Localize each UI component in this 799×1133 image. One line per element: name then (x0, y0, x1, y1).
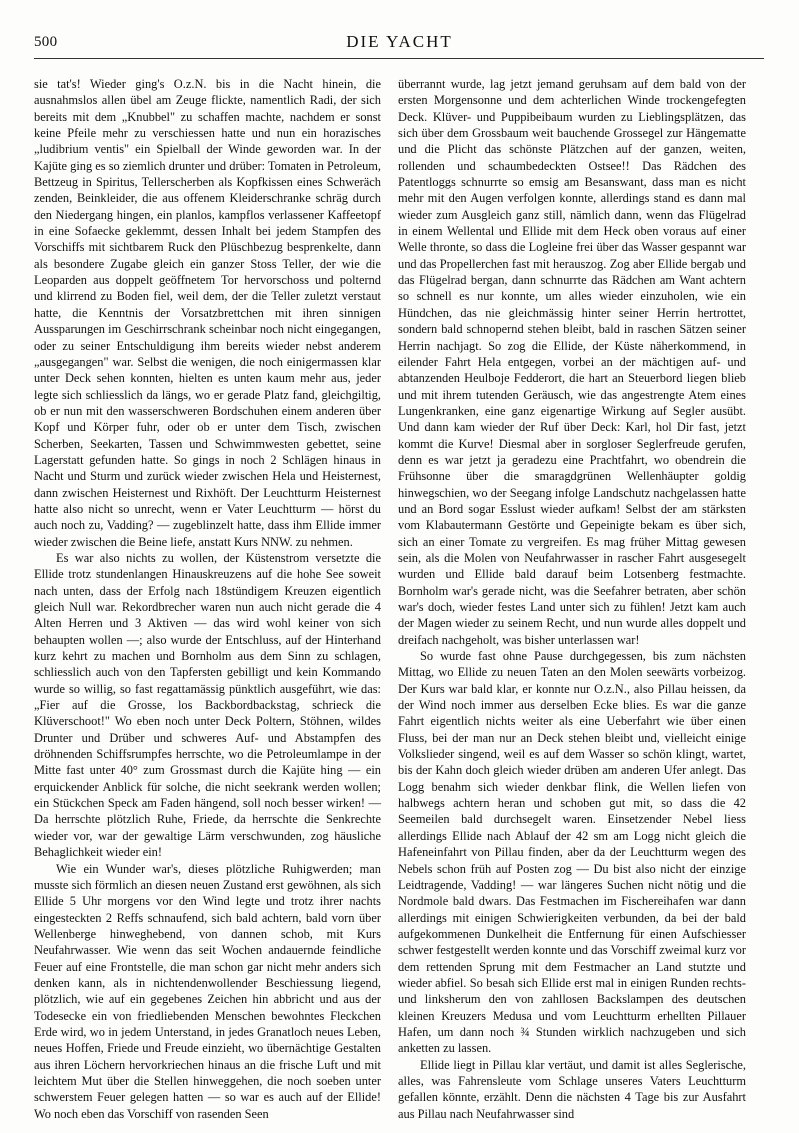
paragraph: Es war also nichts zu wollen, der Küstenstrom versetzte die Ellide trotz stundenlangen Hinauskreuzens auf die hohe See soweit nach unten, dass der Erfolg nach 18stündigem Kreuzen eigentlich gleich Null war. Rekordbrecher waren nun auch nicht gerade die 4 Alten Herren und 3 Aktiven — das wird wohl keiner von sich behaupten wollen —; also wurde der Entschluss, auf der Hinterhand kurz kehrt zu machen und Bornholm aus dem Sinn zu schlagen, schliesslich auch von den Tapfersten gebilligt und kein Kommando wurde so willig, so fast regattamässig pünktlich ausgeführt, wie das: „Fier auf die Grosse, los Backbordbackstag, schrieck die Klüverschoot!" Wo eben noch unter Deck Poltern, Stöhnen, wildes Drunter und Drüber und schweres Auf- und Abstampfen des dröhnenden Schiffsrumpfes herrschte, wo die Petroleumlampe in der Mitte fast unter 40° zum Grossmast durch die Kajüte hing — ein erquickender Anblick für solche, die nicht seekrank werden wollen; ein Stückchen Speck am Faden hängend, soll noch besser wirken! — Da herrschte plötzlich Ruhe, Friede, da herrschte die Senkrechte wieder vor, war der gewaltige Lärm verschwunden, zog häusliche Behaglichkeit wieder ein! (34, 550, 381, 860)
left-column (34, 76, 381, 1122)
header-divider (34, 58, 764, 59)
page-number: 500 (34, 34, 58, 50)
journal-title: DIE YACHT (346, 32, 453, 51)
paragraph: Wie ein Wunder war's, dieses plötzliche Ruhigwerden; man musste sich förmlich an diesen neuen Zustand erst gewöhnen, als sich Ellide 5 Uhr morgens vor den Wind legte und trotz ihrer nachts eingesteckten 2 Reffs schnaufend, sich bald achtern, bald vorn über Wellenberge hinweghebend, von dannen schob, mit Kurs Neufahrwasser. Wie wenn das seit Wochen andauernde feindliche Feuer auf eine Frontstelle, die man schon gar nicht mehr anders sich denken kann, als in nichtendenwollender Beschiessung liegend, plötzlich, wie auf ein gegebenes Zeichen hin abbricht und aus der Todesecke ein von friedliebenden Menschen bewohntes Fleckchen Erde wird, wo in jedem Unterstand, in jedes Granatloch neues Leben, neues Hoffen, Friede und Freude einzieht, wo übernächtige Gestalten aus ihren Löchern hervorkriechen hinaus an die frische Luft und mit leichtem Mut über die Stellen hinweggehen, die noch soeben unter schwerstem Feuer gelegen hatten — so war es auch auf der Ellide! Wo noch eben das Vorschiff von rasenden Seen (34, 861, 381, 1121)
paragraph: Ellide liegt in Pillau klar vertäut, und damit ist alles Seglerische, alles, was Fahrensleute vom Schlage unseres Vaters Leuchtturm gefallen könnte, erzählt. Denn die nächsten 4 Tage bis zur Ausfahrt aus Pillau nach Neufahrwasser sind (398, 1057, 746, 1121)
paragraph: überrannt wurde, lag jetzt jemand geruhsam auf dem bald von der ersten Morgensonne und dem achterlichen Winde trockengefegten Deck. Klüver- und Puppibeibaum wurden zu Lieblingsplätzen, das sich über dem Grossbaum weit bauchende Grossegel zur Hängematte und die Plicht das schönste Plätzchen auf der ganzen, weiten, rollenden und schaumbedeckten Ostsee!! Das Rädchen des Patentloggs schnurrte so emsig am Besanswant, dass man es nicht mehr mit den Augen verfolgen konnte, allerdings stand es dann mal wieder zum Ausgleich ganz still, nämlich dann, wenn das Flügelrad in einem Wellental und Ellide mit dem Heck oben voraus auf einer Welle thronte, so dass die Logleine frei über das Wasser gespannt war und das Propellerchen fast mit herauszog. Zog aber Ellide bergab und das Flügelrad bergan, dann schnurrte das Rädchen am Want achtern so schnell es nur konnte, um alles wieder einzuholen, wie ein Hündchen, das nie gleichmässig hinter seiner Herrin hertrottet, sondern bald schnopernd stehen bleibt, bald in raschen Sätzen seiner Herrin nachjagt. So zog die Ellide, der Küste näherkommend, in eilender Fahrt Hela entgegen, vorbei an der mächtigen auf- und abtanzenden Heulboje Fedderort, die hart an Steuerbord liegen blieb und mit ihrem tutenden Geräusch, wie das angestrengte Atem eines Lungenkranken, eine ganz eigenartige Wirkung auf Segler ausübt. Und dann kam wieder der Ruf über Deck: Karl, hol Dir fast, jetzt kommt die Kurve! Diesmal aber in sorgloser Seglerfreude gerufen, denn es war jetzt ja geradezu eine Prachtfahrt, wo obendrein die Frühsonne über die smaragdgrünen Wellenhäupter goldig hinwegschien, wo der Seegang infolge Landschutz nachgelassen hatte und an Bord sogar Esslust wieder aufkam! Selbst der am stärksten vom Klabautermann Gestörte und Gepeinigte bekam es über sich, sich an einer Tomate zu vergreifen. Es mag früher Mittag gewesen sein, als die Molen von Neufahrwasser in rascher Fahrt ausgesegelt wurden und Ellide bald darauf beim Lotsenberg festmachte. Bornholm war's gerade nicht, was die Seefahrer betraten, aber schön war's doch, wieder festes Land unter sich zu fühlen! Jetzt kam auch der Magen wieder zu seinem Recht, und nun wurde alles doppelt und dreifach nachgeholt, was bisher unterlassen war! (398, 77, 746, 647)
right-column (398, 76, 746, 1122)
paragraph: So wurde fast ohne Pause durchgegessen, bis zum nächsten Mittag, wo Ellide zu neuen Taten an den Molen seewärts vorbeizog. Der Kurs war bald klar, er konnte nur O.z.N., also Pillau heissen, da der Wind noch immer aus derselben Ecke blies. Es war die ganze Fahrt eigentlich nichts weiter als eine Ueberfahrt wie über einen Fluss, bei der man nur an Deck stehen bleibt und, vielleicht einige Volkslieder singend, weil es auf dem Wasser so schön klingt, wartet, bis der Kahn doch gleich wieder drüben am anderen Ufer anlegt. Das Logg benahm sich wieder denkbar flink, die Wellen liefen von halbwegs achtern heran und schoben gut mit, so dass die 42 Seemeilen bald durchsegelt waren. Einsetzender Nebel liess allerdings Ellide nach Ablauf der 42 sm am Logg nicht gleich die Hafeneinfahrt von Pillau finden, aber da der Leuchtturm wegen des Nebels schon früh auf Posten zog — Du bist also nicht der einzige Leidtragende, Vadding! — war längeres Suchen nicht nötig und die Nordmole bald dwars. Das Festmachen im Fischereihafen war dann allerdings mit einigen Schwierigkeiten verbunden, da bei der bald aufgekommenen Dunkelheit die Entfernung für einen Aufschiesser schwer festgestellt werden konnte und das Vorschiff zweimal kurz vor dem rettenden Sprung mit dem Festmacher an Land stutzte und wieder abfiel. So besah sich Ellide erst mal in einigen Runden rechts- und linksherum den von zahllosen Backslampen des deutschen kleinen Kreuzers Medusa und vom Leuchtturm erhellten Pillauer Hafen, um dann noch ¾ Stunden wirklich nachzugeben und sich anketten zu lassen. (398, 649, 746, 1056)
paragraph: sie tat's! Wieder ging's O.z.N. bis in die Nacht hinein, die ausnahmslos allen übel am Zeuge flickte, namentlich Radi, der sich bereits mit dem „Knubbel" zu schaffen machte, nachdem er sonst keine Pfeile mehr zu verschiessen hatte und nun ein horazisches „ludibrium ventis" ein Spielball der Winde geworden war. In der Kajüte ging es so ziemlich drunter und drüber: Tomaten in Petroleum, Bettzeug in Spiritus, Tellerscherben als Kopfkissen eines Schweräch zenden, Beinkleider, die aus offenem Kleiderschranke schräg durch den Niedergang hingen, ein planlos, kampflos verlassener Kaffeetopf in eine Sofaecke geklemmt, dessen Inhalt bei jedem Stampfen des Vorschiffs mit sichtbarem Ruck den Plüschbezug besprenkelte, dann als besondere Zugabe gleich ein ganzer Stoss Teller, der wie die Leoparden aus doppelt geöffnetem Tor hervorschoss und polternd und klirrend zu Boden fiel, weil dem, der die Teller zuletzt verstaut hatte, die Kenntnis der Vorsatzbrettchen mit ihren sinnigen Aussparungen im Geschirrschrank scheinbar noch nicht eingegangen, oder zu seiner Entschuldigung ihm bereits wieder nebst anderem „ausgegangen" war. Selbst die wenigen, die noch einigermassen klar unter Deck sehen konnten, hielten es unten kaum mehr aus, jeder legte sich schliesslich da längs, wo er gerade Platz fand, gleichgiltig, ob er nun mit den wasserschweren Bordschuhen einem anderen über Kopf und Körper fuhr, oder ob er unter dem Tisch, zwischen Scherben, Seekarten, Tassen und Schwimmwesten gebettet, seine Lagerstatt gefunden hatte. So gings in noch 2 Schlägen hinaus in Nacht und Sturm und zurück wieder zwischen Hela und Heisternest, dann zwischen Heisternest und Rixhöft. Der Leuchtturm Heisternest hatte also nicht so unrecht, wenn er Vater Leuchtturm — hörst du auch noch zu, Vadding? — zugeblinzelt hatte, dass ihm Ellide immer wieder zwischen die Beine liefe, anstatt Kurs NNW. zu nehmen. (34, 77, 381, 549)
